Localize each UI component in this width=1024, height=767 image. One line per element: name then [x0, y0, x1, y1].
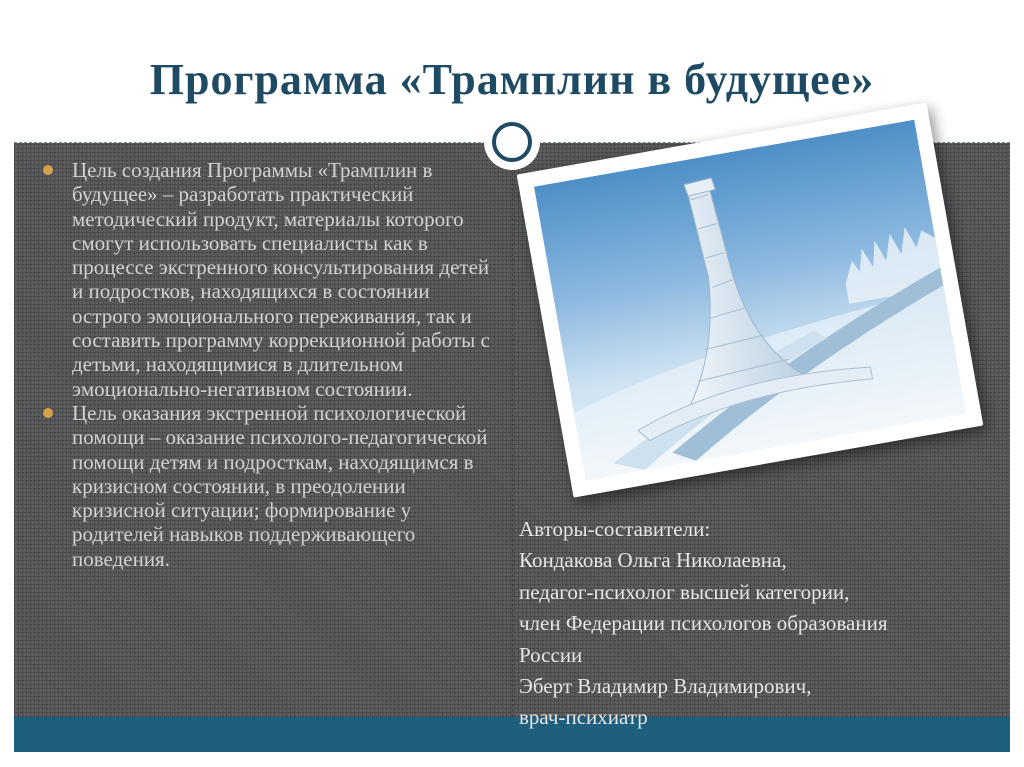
bullet-dot-icon — [43, 408, 53, 418]
slide-title: Программа «Трамплин в будущее» — [149, 55, 875, 104]
column-divider — [512, 143, 513, 717]
author-name: Эберт Владимир Владимирович, — [519, 674, 812, 699]
author-role: член Федерации психологов образования — [519, 611, 888, 636]
authors-heading: Авторы-составители: — [519, 517, 711, 541]
authors-block — [519, 514, 999, 734]
goal-item — [40, 401, 502, 571]
goal-text: Цель оказания экстренной психологической помощи – оказание психолого-педагогической помощи детям и подросткам, находящимся в кризисном состоянии, в преодолении кризисной ситуации; формирование у родителей навыков поддерживающего поведения. — [72, 400, 488, 571]
author-role: педагог-психолог высшей категории, — [519, 579, 850, 604]
author-role: врач-психиатр — [519, 705, 648, 730]
goal-text: Цель создания Программы «Трамплин в будущее» – разработать практический методический продукт, материалы которого смогут использовать специалисты как в процессе экстренного консультирования детей и подростков, находящихся в состоянии острого эмоционального переживания, так и составить программу коррекционной работы с детьми, находящимися в длительном эмоционально-негативном состоянии. — [72, 158, 490, 401]
author-role: России — [519, 642, 583, 667]
ski-jump-tower-illustration — [534, 120, 966, 481]
circle-ring-inner — [492, 122, 532, 162]
goal-item — [40, 158, 502, 401]
goals-list — [40, 158, 502, 571]
bullet-dot-icon — [43, 165, 53, 175]
photo-image — [534, 120, 966, 481]
author-name: Кондакова Ольга Николаевна, — [519, 548, 787, 573]
